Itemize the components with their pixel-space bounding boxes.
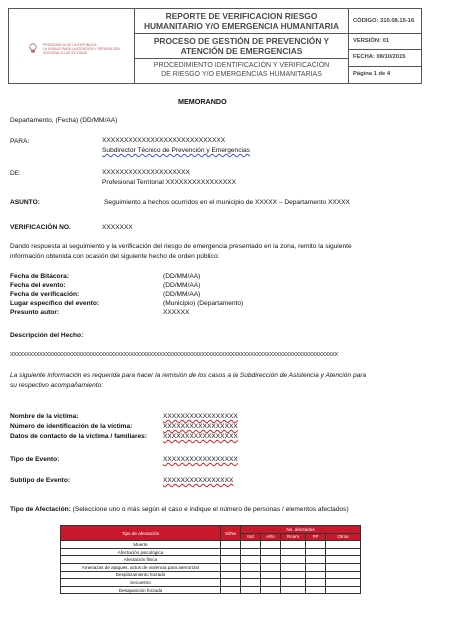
cell-otros[interactable] [326, 541, 361, 549]
cell-afro[interactable] [261, 556, 281, 564]
procedure-title-line2: DE RIESGO Y/O EMERGENCIAS HUMANITARIAS [161, 71, 322, 78]
fact-label-autor: Presunto autor: [10, 309, 60, 316]
cell-room[interactable] [281, 563, 306, 571]
cell-yesno[interactable] [221, 563, 241, 571]
table-row [61, 579, 361, 587]
affectation-heading [10, 506, 349, 513]
cell-room[interactable] [281, 579, 306, 587]
sub-col-afro: Afro [261, 533, 281, 541]
asunto-value: Seguimiento a hechos ocurridos en el municipio de XXXXX – Departamento XXXXX [104, 199, 350, 206]
table-row [61, 548, 361, 556]
process-title-line1: PROCESO DE GESTIÓN DE PREVENCIÓN Y [153, 36, 330, 46]
cell-otros[interactable] [326, 548, 361, 556]
para-role [102, 147, 250, 154]
cell-ind[interactable] [241, 548, 261, 556]
event-type-label: Tipo de Evento: [10, 456, 60, 463]
table-row [61, 563, 361, 571]
fact-label-lugar: Lugar específico del evento: [10, 300, 100, 307]
cell-otros[interactable] [326, 571, 361, 579]
cell-afro[interactable] [261, 541, 281, 549]
cell-afro[interactable] [261, 579, 281, 587]
col-header-yesno: Si/No [221, 526, 241, 541]
notice-line1: La siguiente información es requerida para hacer la remisión de los casos a la Subdirección de Asistencia y Atención para [10, 372, 367, 379]
para-label: PARA: [10, 138, 30, 145]
cell-room[interactable] [281, 541, 306, 549]
header-title-block [135, 9, 349, 83]
header-meta-block [349, 9, 421, 83]
cell-ind[interactable] [241, 563, 261, 571]
sub-col-room: Room [281, 533, 306, 541]
row-label: Secuestro [61, 579, 221, 587]
cell-fp[interactable] [306, 556, 326, 564]
victim-id-value [163, 423, 238, 430]
row-label: Amenazas de ataques, actos de violencia para aterrorizar [61, 563, 221, 571]
place-date: Departamento, (Fecha) (DD/MM/AA) [10, 117, 118, 124]
victim-name-value [163, 413, 238, 420]
para-value: XXXXXXXXXXXXXXXXXXXXXXXXXXXX [102, 137, 226, 144]
cell-otros[interactable] [326, 586, 361, 594]
cell-yesno[interactable] [221, 541, 241, 549]
description-label: Descripción del Hecho: [10, 332, 84, 339]
table-row [61, 571, 361, 579]
fact-value-lugar: (Municipio) (Departamento) [163, 300, 244, 307]
fact-value-bitacora: (DD/MM/AA) [163, 273, 201, 280]
cell-fp[interactable] [306, 548, 326, 556]
fact-label-verificacion: Fecha de verificación: [10, 291, 80, 298]
sub-col-fp: FP [306, 533, 326, 541]
report-title-line1: REPORTE DE VERIFICACION RIESGO [165, 11, 318, 21]
event-type-value [163, 456, 238, 463]
victim-contact-value [163, 433, 238, 440]
fact-label-evento: Fecha del evento: [10, 282, 66, 289]
doc-page: Página 1 de 4 [353, 71, 391, 77]
intro-line2: información obtenida con ocasión del siguiente hecho de orden público: [10, 253, 220, 260]
procedure-title-line1: PROCEDIMIENTO IDENTIFICACIÓN Y VERIFICACIÓN [153, 62, 330, 69]
para-role-text: Subdirector Técnico de Prevención y Emergencias [102, 147, 250, 154]
de-role: Profesional Territorial XXXXXXXXXXXXXXXX [102, 179, 237, 186]
document-header [8, 8, 422, 84]
cell-room[interactable] [281, 586, 306, 594]
table-row [61, 586, 361, 594]
cell-otros[interactable] [326, 563, 361, 571]
cell-afro[interactable] [261, 563, 281, 571]
event-subtype-label: Subtipo de Evento: [10, 477, 71, 484]
memo-title: MEMORANDO [178, 97, 227, 106]
de-value: XXXXXXXXXXXXXXXXXXXX [102, 169, 190, 176]
process-title-line2: ATENCIÓN DE EMERGENCIAS [180, 46, 303, 56]
cell-ind[interactable] [241, 541, 261, 549]
cell-ind[interactable] [241, 579, 261, 587]
header-divider [135, 33, 349, 34]
cell-room[interactable] [281, 571, 306, 579]
logo-text-line2: LA UNIDAD PARA LA ATENCIÓN Y REPARACIÓN INTEGRAL A LAS VÍCTIMAS [43, 47, 120, 56]
report-title-line2: HUMANITARIO Y/O EMERGENCIA HUMANITARIA [143, 21, 340, 31]
row-label: Desplazamiento forzado [61, 571, 221, 579]
fact-value-evento: (DD/MM/AA) [163, 282, 201, 289]
intro-paragraph [10, 243, 450, 260]
verification-label: VERIFICACIÓN NO. [10, 224, 71, 231]
asunto-label: ASUNTO: [10, 199, 40, 206]
col-header-type: Tipo de afectación [61, 526, 221, 541]
cell-yesno[interactable] [221, 556, 241, 564]
cell-otros[interactable] [326, 579, 361, 587]
event-type-text: XXXXXXXXXXXXXXXXX [163, 456, 238, 463]
table-header-row [61, 526, 361, 534]
doc-code: CÓDIGO: 310.08.15-16 [353, 18, 415, 24]
doc-date: FECHA: 08/10/2015 [353, 54, 406, 60]
cell-fp[interactable] [306, 579, 326, 587]
description-text: XXXXXXXXXXXXXXXXXXXXXXXXXXXXXXXXXXXXXXXXXXXXXXXXXXXXXXXXXXXXXXXXXXXXXXXXXXXXXXXXXXXXXXXXXXXXXXXXXXXXX [10, 352, 338, 358]
affectation-table [60, 525, 361, 594]
table-row [61, 541, 361, 549]
notice-line2: su respectivo acompañamiento: [10, 382, 104, 389]
table-row [61, 556, 361, 564]
cell-ind[interactable] [241, 586, 261, 594]
header-divider [349, 49, 421, 50]
description-value [10, 352, 446, 358]
cell-room[interactable] [281, 556, 306, 564]
header-divider [349, 33, 421, 34]
cell-otros[interactable] [326, 556, 361, 564]
cell-afro[interactable] [261, 586, 281, 594]
event-subtype-value [163, 477, 233, 484]
verification-value: XXXXXXX [102, 224, 133, 231]
affectation-instruction: (Seleccione uno o más según el caso e indique el número de personas / elementos afectados) [72, 506, 349, 513]
de-label: DE: [10, 170, 21, 177]
victim-name-label: Nombre de la víctima: [10, 413, 79, 420]
victim-id-text: XXXXXXXXXXXXXXXXX [163, 423, 238, 430]
cell-afro[interactable] [261, 548, 281, 556]
victim-contact-text: XXXXXXXXXXXXXXXXX [163, 433, 238, 440]
logo-cell [9, 9, 135, 83]
fact-label-bitacora: Fecha de Bitácora: [10, 273, 69, 280]
cell-fp[interactable] [306, 541, 326, 549]
cell-yesno[interactable] [221, 571, 241, 579]
cell-fp[interactable] [306, 586, 326, 594]
fact-value-verificacion: (DD/MM/AA) [163, 291, 201, 298]
row-label: Desaparición forzada [61, 586, 221, 594]
victim-id-label: Número de identificación de la víctima: [10, 423, 133, 430]
sub-col-ind: Ind [241, 533, 261, 541]
affectation-label: Tipo de Afectación: [10, 506, 71, 513]
event-subtype-text: XXXXXXXXXXXXXXXX [163, 477, 234, 484]
cell-fp[interactable] [306, 571, 326, 579]
cell-ind[interactable] [241, 571, 261, 579]
col-header-count: No. afectados [241, 526, 361, 534]
header-divider [135, 58, 349, 59]
cell-yesno[interactable] [221, 548, 241, 556]
notice-paragraph [10, 372, 450, 389]
cell-yesno[interactable] [221, 586, 241, 594]
coat-of-arms-icon [27, 42, 39, 54]
cell-afro[interactable] [261, 571, 281, 579]
header-divider [349, 66, 421, 67]
sub-col-otros: Otros [326, 533, 361, 541]
intro-line1: Dando respuesta al seguimiento y la verificación del riesgo de emergencia presentado en la zona, remito la siguiente [10, 243, 352, 250]
victim-name-text: XXXXXXXXXXXXXXXXX [163, 413, 238, 420]
row-label: Muerte [61, 541, 221, 549]
row-label: Afectación psicológica [61, 548, 221, 556]
cell-ind[interactable] [241, 556, 261, 564]
cell-room[interactable] [281, 548, 306, 556]
victim-contact-label: Datos de contacto de la víctima / familiares: [10, 433, 148, 440]
cell-fp[interactable] [306, 563, 326, 571]
fact-value-autor: XXXXXX [163, 309, 190, 316]
doc-version: VERSIÓN: 01 [353, 38, 390, 44]
logo-text-line1: PRESIDENCIA DE LA REPÚBLICA [43, 43, 97, 47]
logo-text [43, 43, 129, 56]
row-label: Afectación física [61, 556, 221, 564]
cell-yesno[interactable] [221, 579, 241, 587]
